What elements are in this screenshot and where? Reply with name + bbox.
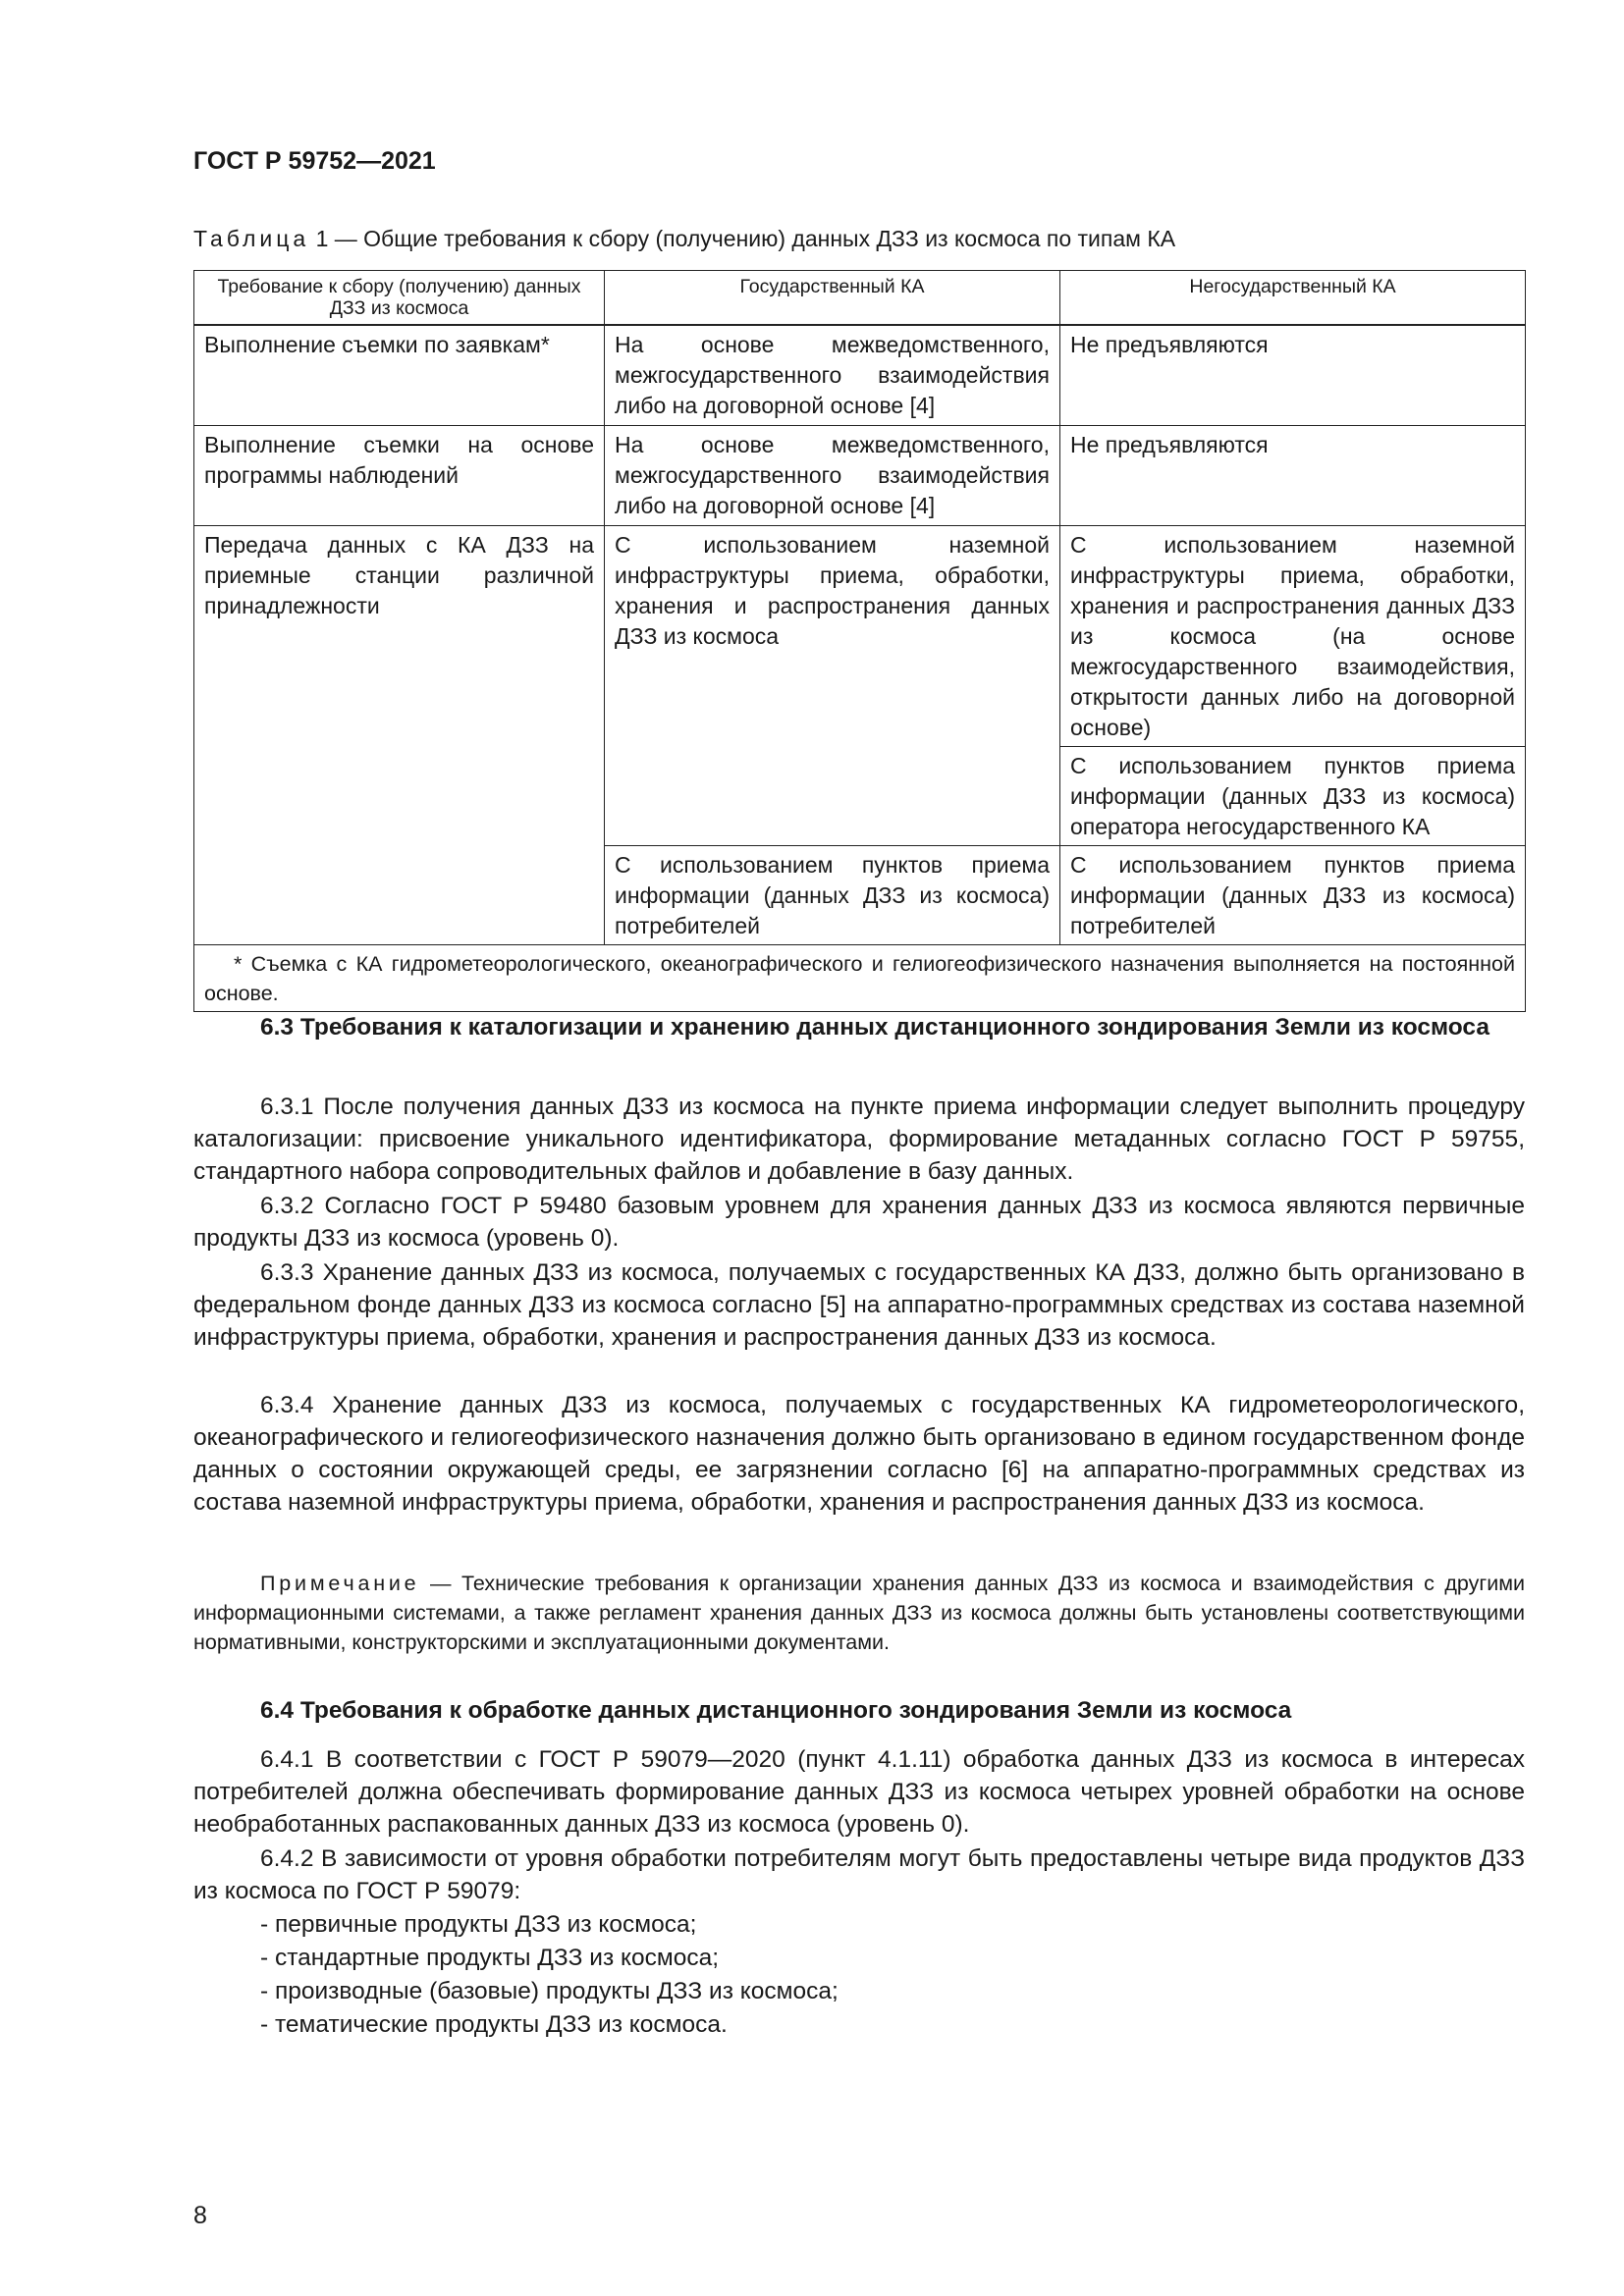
table-caption-label: Таблица (193, 226, 310, 251)
note-text: — Технические требования к организации хранения данных ДЗЗ из космоса и взаимодействия с другими информационными системами, а также регламент хранения данных ДЗЗ из космоса должны быть установлены соответствующими нормативными, конструкторскими и эксплуатационными документами. (193, 1572, 1525, 1654)
table-cell-req: Выполнение съемки на основе программы наблюдений (194, 426, 605, 526)
table-cell-nongov: Не предъявляются (1060, 325, 1526, 426)
list-item: - производные (базовые) продукты ДЗЗ из космоса; (260, 1978, 839, 2004)
paragraph-6-4-1: 6.4.1 В соответствии с ГОСТ Р 59079—2020 (пункт 4.1.11) обработка данных ДЗЗ из космоса в интересах потребителей должна обеспечивать формирование данных ДЗЗ из космоса четырех уровней обработки на основе необработанных распакованных данных ДЗЗ из космоса (уровень 0). (193, 1746, 1525, 1838)
paragraph-6-3-2: 6.3.2 Согласно ГОСТ Р 59480 базовым уровнем для хранения данных ДЗЗ из космоса являются первичные продукты ДЗЗ из космоса (уровень 0). (193, 1193, 1525, 1252)
table-cell-nongov: С использованием наземной инфраструктуры приема, обработки, хранения и распространения данных ДЗЗ из космоса (на основе межгосударственного взаимодействия, открытости данных либо на договорной основе) (1060, 526, 1526, 747)
table-header-row (194, 271, 1526, 326)
paragraph-6-3-4: 6.3.4 Хранение данных ДЗЗ из космоса, получаемых с государственных КА гидрометеорологического, океанографического и гелиогеофизического назначения должно быть организовано в едином государственном фонде данных о состоянии окружающей среды, ее загрязнении согласно [6] на аппаратно-программных средствах из состава наземной инфраструктуры приема, обработки, хранения и распространения данных ДЗЗ из космоса. (193, 1392, 1525, 1516)
column-header-requirement: Требование к сбору (получению) данных ДЗЗ из космоса (194, 271, 605, 326)
note-label: Примечание (260, 1572, 420, 1595)
section-6-4-title: 6.4 Требования к обработке данных дистанционного зондирования Земли из космоса (260, 1697, 1292, 1724)
table-caption (193, 226, 1175, 252)
table-row (194, 526, 1526, 747)
page-number: 8 (193, 2202, 207, 2229)
column-header-gov: Государственный КА (605, 271, 1060, 326)
note (193, 1569, 1525, 1657)
list-item: - тематические продукты ДЗЗ из космоса. (260, 2011, 728, 2038)
list-item: - стандартные продукты ДЗЗ из космоса; (260, 1945, 720, 1971)
table-cell-gov: На основе межведомственного, межгосударственного взаимодействия либо на договорной основе [4] (605, 325, 1060, 426)
paragraph-6-3-3: 6.3.3 Хранение данных ДЗЗ из космоса, получаемых с государственных КА ДЗЗ, должно быть организовано в федеральном фонде данных ДЗЗ из космоса согласно [5] на аппаратно-программных средствах из состава наземной инфраструктуры приема, обработки, хранения и распространения данных ДЗЗ из космоса. (193, 1259, 1525, 1351)
table-row (194, 325, 1526, 426)
section-6-3-title: 6.3 Требования к каталогизации и хранению данных дистанционного зондирования Земли из космоса (260, 1014, 1489, 1041)
table-cell-gov: С использованием пунктов приема информации (данных ДЗЗ из космоса) потребителей (605, 846, 1060, 945)
document-header: ГОСТ Р 59752—2021 (193, 147, 436, 175)
table-cell-gov: С использованием наземной инфраструктуры приема, обработки, хранения и распространения данных ДЗЗ из космоса (605, 526, 1060, 846)
table-footnote (194, 945, 1526, 1012)
requirements-table (193, 270, 1526, 1012)
list-item: - первичные продукты ДЗЗ из космоса; (260, 1911, 697, 1938)
table-footnote-text: * Съемка с КА гидрометеорологического, океанографического и гелиогеофизического назначения выполняется на постоянной основе. (204, 952, 1515, 1005)
table-cell-nongov: С использованием пунктов приема информации (данных ДЗЗ из космоса) оператора негосударственного КА (1060, 747, 1526, 846)
table-cell-gov: На основе межведомственного, межгосударственного взаимодействия либо на договорной основе [4] (605, 426, 1060, 526)
table-cell-req: Передача данных с КА ДЗЗ на приемные станции различной принадлежности (194, 526, 605, 945)
paragraph-6-3-1: 6.3.1 После получения данных ДЗЗ из космоса на пункте приема информации следует выполнить процедуру каталогизации: присвоение уникального идентификатора, формирование метаданных согласно ГОСТ Р 59755, стандартного набора сопроводительных файлов и добавление в базу данных. (193, 1094, 1525, 1185)
table-cell-req: Выполнение съемки по заявкам* (194, 325, 605, 426)
paragraph-6-4-2: 6.4.2 В зависимости от уровня обработки потребителям могут быть предоставлены четыре вида продуктов ДЗЗ из космоса по ГОСТ Р 59079: (193, 1845, 1525, 1904)
table-cell-nongov: С использованием пунктов приема информации (данных ДЗЗ из космоса) потребителей (1060, 846, 1526, 945)
column-header-nongov: Негосударственный КА (1060, 271, 1526, 326)
table-row (194, 426, 1526, 526)
table-caption-text: 1 — Общие требования к сбору (получению) данных ДЗЗ из космоса по типам КА (309, 226, 1176, 251)
table-footnote-row (194, 945, 1526, 1012)
table-cell-nongov: Не предъявляются (1060, 426, 1526, 526)
